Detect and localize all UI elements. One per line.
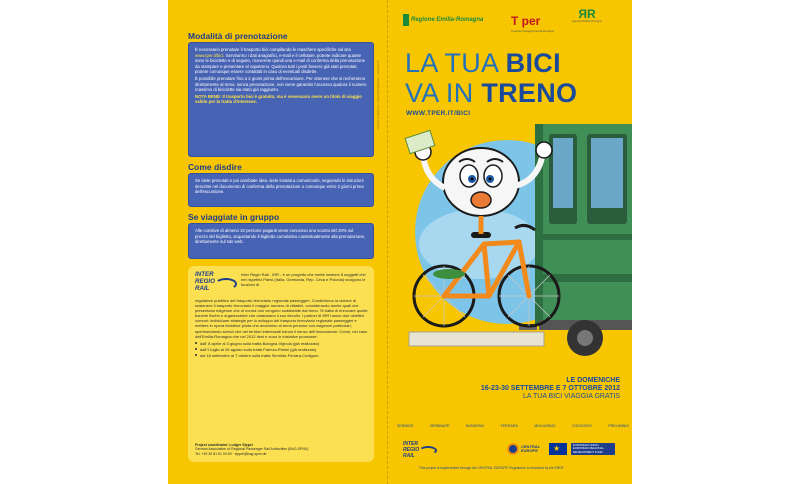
footnote: This project is implemented through the CENTRAL EUROPE Programme co-financed by the ERDF: [419, 466, 564, 470]
agenzia-mark-icon: ЯR: [578, 7, 596, 21]
booking-paragraph-2: È possibile prenotare fino a 2 giorni prima dell'escursione. Per ottenere che si recheranno direttamente al treno, senza prenotazione, non viene garantito l'accesso qualora il numero massimo di biciclette sia stato già raggiunto.: [195, 75, 367, 93]
town-label: ZERBINATE: [429, 424, 450, 428]
section-title-group: Se viaggiate in gruppo: [188, 212, 280, 222]
cancel-info-box: [188, 173, 374, 207]
platform: [409, 332, 544, 346]
group-paragraph: Alle comitive di almeno 10 persone paganti viene concesso uno sconto del 20% sul prezzo del biglietto, acquistando il biglietto cumulativo contestualmente alla prenotazione, direttamente sul sito web.: [195, 228, 366, 245]
booking-paragraph-1: È necessario prenotare il trasporto bici compilando le maschere specifiche sul sito www.tper.it/bici. Serviranno i dati anagrafici, e-mail e il cellulare, potrete indicare quante sono le biciclette e di seguito, riceverete quindi una e-mail di conferma della prenotazione da stampare e presentare al capotreno. Qualora tutti i posti fossero già stati prenotati, potrete comunque essere contattati in caso di eventuali disdette.: [195, 47, 366, 75]
rail-swoosh-icon: [215, 278, 237, 290]
rail-swoosh-icon: [419, 446, 437, 455]
interreg-rail-box: [188, 266, 374, 462]
project-contact-line: Tel. +49 30 81 61 94 50 · sippel@bag-spnv.de: [195, 451, 267, 456]
regione-logo-text: Regione Emilia-Romagna: [411, 17, 484, 23]
side-strip-text: www.irr-project.eu · www.interregrail.eu · www.tper.it: [376, 60, 380, 130]
tper-logo-subtitle: Trasporto Passeggeri Emilia-Romagna: [511, 30, 554, 33]
interreg-body: [195, 298, 369, 359]
regione-mark-icon: [403, 14, 409, 26]
route-towns: [397, 424, 629, 428]
project-contact: [195, 443, 369, 456]
initiative-item: dal 16 settembre al 7 ottobre sulla tratta Sermide-Ferrara-Codigoro: [195, 353, 369, 358]
interreg-body-text: regolatore pubblico del trasporto ferroviario regionale passeggeri. Condividono la visione di sostenere il trasporto ferroviario il maggior numero di cittadini, considerando anche quali che presentano esigenze che di norma non vengono soddisfatte dal treno. Si tratta di rinnovare quelle banche fische e organizzative che ostacolano il suo decollo. I partner di IRR hanno due obiettivi comuni: individuare strategie per lo sviluppo del trasporto ferroviario regionale passeggeri e mettere in opera iniziative pilota che avvicinino al treno persone con esigenze particolari, sperimentando servizi che nei territori interessati hanno il senso dell'innovazione. Come, nel caso dell'Emilia-Romagna che nel 2012 tieni e sono le iniziative promosse:: [195, 298, 368, 339]
brochure: [168, 0, 632, 484]
tper-logo: [511, 12, 554, 33]
town-label: CODIGORO: [571, 424, 592, 428]
section-title-booking: Modalità di prenotazione: [188, 31, 288, 41]
town-label: MIGLIARINO: [534, 424, 556, 428]
booking-link[interactable]: www.tper.it/bici: [195, 52, 224, 58]
website-link[interactable]: WWW.TPER.IT/BICI: [406, 110, 471, 117]
agenzia-logo: [567, 8, 607, 23]
dates-list: 16-23-30 SETTEMBRE E 7 OTTOBRE 2012: [480, 385, 620, 392]
central-europe-text: CENTRAL EUROPE: [521, 443, 541, 453]
erdf-logo: [571, 443, 615, 455]
interreg-intro: Inter Regio Rail - IRR - è un progetto che mette insieme 8 soggetti che nei rispettivi Paesi (Italia, Germania, Rep. Ceca e Polonia) svolgono le funzioni di: [241, 272, 366, 288]
fold-line: [387, 0, 388, 484]
town-label: FERRARA: [500, 424, 518, 428]
headline-line-1: LA TUA BICI: [405, 48, 561, 78]
booking-info-box: [188, 42, 374, 157]
left-panel: [168, 0, 386, 484]
cancel-paragraph: Se siete prenotati e poi cambiate idea, siete invitati a comunicarlo, seguendo le istruzioni descritte nel documento di conferma della prenotazione o comunque entro 2 giorni prima dell'escursione.: [195, 178, 364, 195]
booking-note: NOTA BENE: Il trasporto bici è gratuito, ma è necessario avere un titolo di viaggio valido per la tratta d'interesse.: [195, 93, 362, 105]
central-europe-mark-icon: [507, 443, 519, 455]
headline-line-2: VA IN TRENO: [405, 78, 578, 108]
agenzia-logo-subtitle: Agenzia Mobilità Romagna: [572, 20, 602, 23]
initiative-list: [195, 341, 369, 358]
event-dates: [481, 377, 620, 400]
dates-heading: LE DOMENICHE: [566, 377, 620, 384]
group-info-box: [188, 223, 374, 259]
tper-logo-text: T per: [511, 14, 541, 28]
project-coordinator: Project coordinator: Ludger Sippel: [195, 442, 253, 447]
interreg-rail-logo: INTER REGIO RAIL: [195, 272, 237, 296]
train-icon: [519, 124, 632, 356]
right-panel: [389, 0, 632, 484]
project-association: German Association of Regional Passenger Rail Authorities (BAG-SPNV): [195, 447, 309, 452]
initiative-item: dall' 8 aprile al 3 giugno sulla tratta Bologna-Vignola (già realizzato): [195, 341, 369, 346]
town-label: BONDENO: [466, 424, 485, 428]
section-title-cancel: Come disdire: [188, 162, 242, 172]
town-label: SERMIDE: [397, 424, 414, 428]
mascot-hand-right: [536, 142, 552, 158]
initiative-item: dall'1 luglio al 26 agosto sulla tratta Faenza-Rimini (già realizzato): [195, 347, 369, 352]
erdf-logo-text: EUROPEAN UNION EUROPEAN REGIONAL DEVELOPMENT FUND: [573, 443, 604, 454]
bike-mascot-illustration: [389, 124, 632, 364]
interreg-rail-logo-small: INTER REGIO RAIL: [403, 442, 447, 460]
dates-tagline: LA TUA BICI VIAGGIA GRATIS: [523, 393, 620, 400]
regione-logo: [403, 14, 483, 26]
town-label: PRELIMINIO: [608, 424, 629, 428]
central-europe-logo: [507, 443, 545, 455]
side-strip: [376, 60, 382, 440]
eu-flag-icon: ★: [549, 443, 567, 455]
mudguard: [433, 269, 465, 279]
